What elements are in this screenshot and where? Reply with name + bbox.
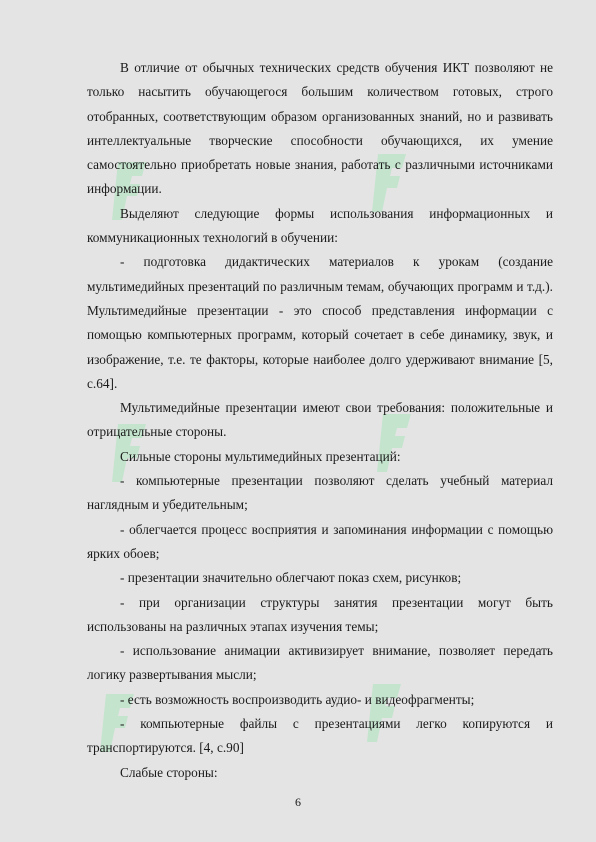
paragraph: Выделяют следующие формы использования информационных и коммуникационных технологий в обучении: xyxy=(87,205,553,246)
paragraph: - подготовка дидактических материалов к урокам (создание мультимедийных презентаций по различным темам, обучающих программ и т.д.). Мультимедийные презентации - это способ представления информации с помощью компьютерных программ, который сочетает в себе динамику, звук, и изображение, т.е. те факторы, которые наиболее долго удерживают внимание [5, с.64]. xyxy=(87,254,553,391)
list-item: - компьютерные презентации позволяют сделать учебный материал наглядным и убедительным; xyxy=(87,473,553,513)
body-text xyxy=(87,56,553,785)
list-item: - при организации структуры занятия презентации могут быть использованы на различных этапах изучения темы; xyxy=(87,594,553,634)
paragraph: Сильные стороны мультимедийных презентаций: xyxy=(120,448,401,464)
paragraph: Мультимедийные презентации имеют свои требования: положительные и отрицательные стороны. xyxy=(87,400,553,440)
page-number: 6 xyxy=(295,795,301,809)
list-item: - есть возможность воспроизводить аудио- и видеофрагменты; xyxy=(120,691,475,707)
list-item: - компьютерные файлы с презентациями легко копируются и транспортируются. [4, с.90] xyxy=(87,716,553,756)
paragraph: Слабые стороны: xyxy=(120,764,218,780)
paragraph: В отличие от обычных технических средств обучения ИКТ позволяют не только насытить обучающегося большим количеством готовых, строго отобранных, соответствующим образом организованных знаний, но и развивать интеллектуальные творческие способности обучающихся, их умение самостоятельно приобретать новые знания, работать с различными источниками информации. xyxy=(87,60,553,197)
list-item: - презентации значительно облегчают показ схем, рисунков; xyxy=(120,570,462,586)
list-item: - использование анимации активизирует внимание, позволяет передать логику развертывания мысли; xyxy=(87,643,553,683)
list-item: - облегчается процесс восприятия и запоминания информации с помощью ярких обоев; xyxy=(87,521,553,561)
